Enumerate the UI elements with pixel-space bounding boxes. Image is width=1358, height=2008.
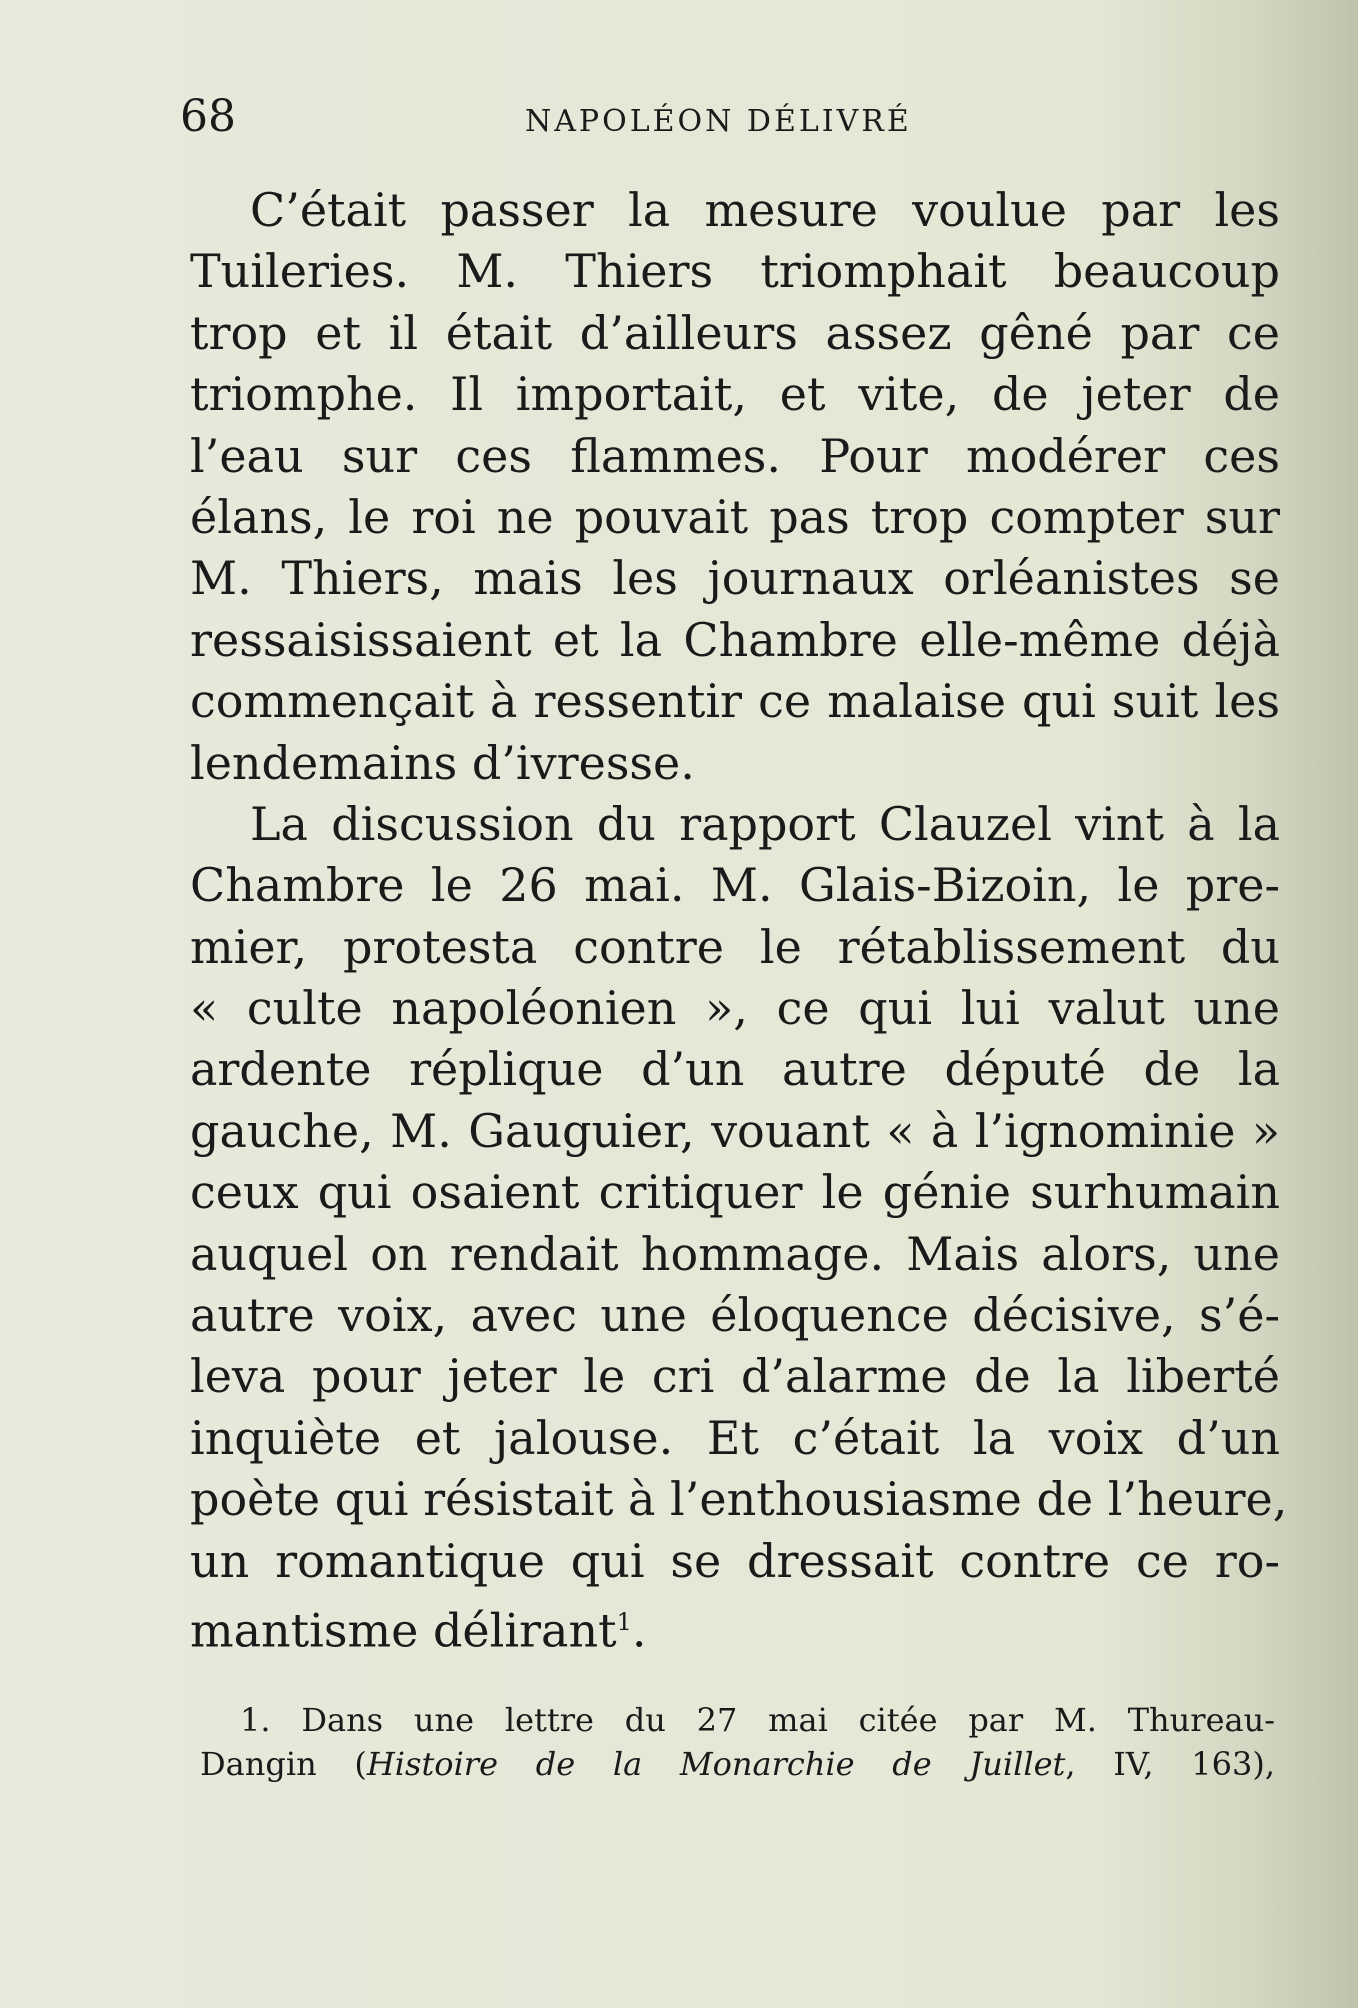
running-head: NAPOLÉON DÉLIVRÉ — [525, 104, 912, 139]
text-line: inquiète et jalouse. Et c’était la voix d’un — [190, 1410, 1280, 1465]
text-line: mier, protesta contre le rétablissement du — [190, 919, 1280, 974]
body-text — [190, 180, 1288, 1658]
text-line-final: mantisme délirant$^1$. — [190, 1603, 647, 1658]
footnote-line: 1. Dans une lettre du 27 mai citée par M. Thureau- — [240, 1701, 1275, 1739]
text-line: leva pour jeter le cri d’alarme de la liberté — [190, 1349, 1280, 1404]
footnote-marker: 1 — [616, 1607, 632, 1636]
footnote-text: Dangin ( — [200, 1745, 367, 1783]
footnote-book-title: Histoire de la Monarchie de Juillet — [366, 1745, 1066, 1783]
page-number: 68 — [180, 91, 236, 142]
footnote-text-end: , IV, 163), — [1065, 1745, 1276, 1783]
text-line: gauche, M. Gauguier, vouant « à l’ignominie » — [190, 1103, 1280, 1158]
footnote-line-2 — [200, 1742, 1275, 1786]
text-line: un romantique qui se dressait contre ce ro- — [190, 1533, 1280, 1588]
text-line: triomphe. Il importait, et vite, de jeter de — [190, 367, 1280, 422]
text-line: poète qui résistait à l’enthousiasme de l’heure, — [190, 1472, 1288, 1527]
text-line: Tuileries. M. Thiers triomphait beaucoup — [190, 244, 1280, 299]
text-line: auquel on rendait hommage. Mais alors, une — [190, 1226, 1280, 1281]
footnote — [200, 1698, 1275, 1786]
text-line: « culte napoléonien », ce qui lui valut une — [190, 981, 1280, 1036]
text-line: ressaisissaient et la Chambre elle-même déjà — [190, 612, 1280, 667]
text-line: ceux qui osaient critiquer le génie surhumain — [190, 1165, 1280, 1220]
text-line: autre voix, avec une éloquence décisive, s’é- — [190, 1288, 1280, 1343]
text-line: C’était passer la mesure voulue par les — [250, 183, 1280, 237]
text-line: ardente réplique d’un autre député de la — [190, 1042, 1280, 1097]
text-line: Chambre le 26 mai. M. Glais-Bizoin, le pre- — [190, 858, 1280, 913]
text-line: M. Thiers, mais les journaux orléanistes se — [190, 551, 1280, 606]
text-line: La discussion du rapport Clauzel vint à la — [250, 796, 1280, 851]
text-line: élans, le roi ne pouvait pas trop compter sur — [190, 489, 1280, 544]
text-line-content: mantisme délirant — [190, 1603, 617, 1658]
text-line: l’eau sur ces flammes. Pour modérer ces — [190, 428, 1280, 483]
text-line: commençait à ressentir ce malaise qui suit les — [190, 674, 1280, 729]
text-line: trop et il était d’ailleurs assez gêné par ce — [190, 305, 1280, 360]
text-line: lendemains d’ivresse. — [190, 735, 695, 790]
